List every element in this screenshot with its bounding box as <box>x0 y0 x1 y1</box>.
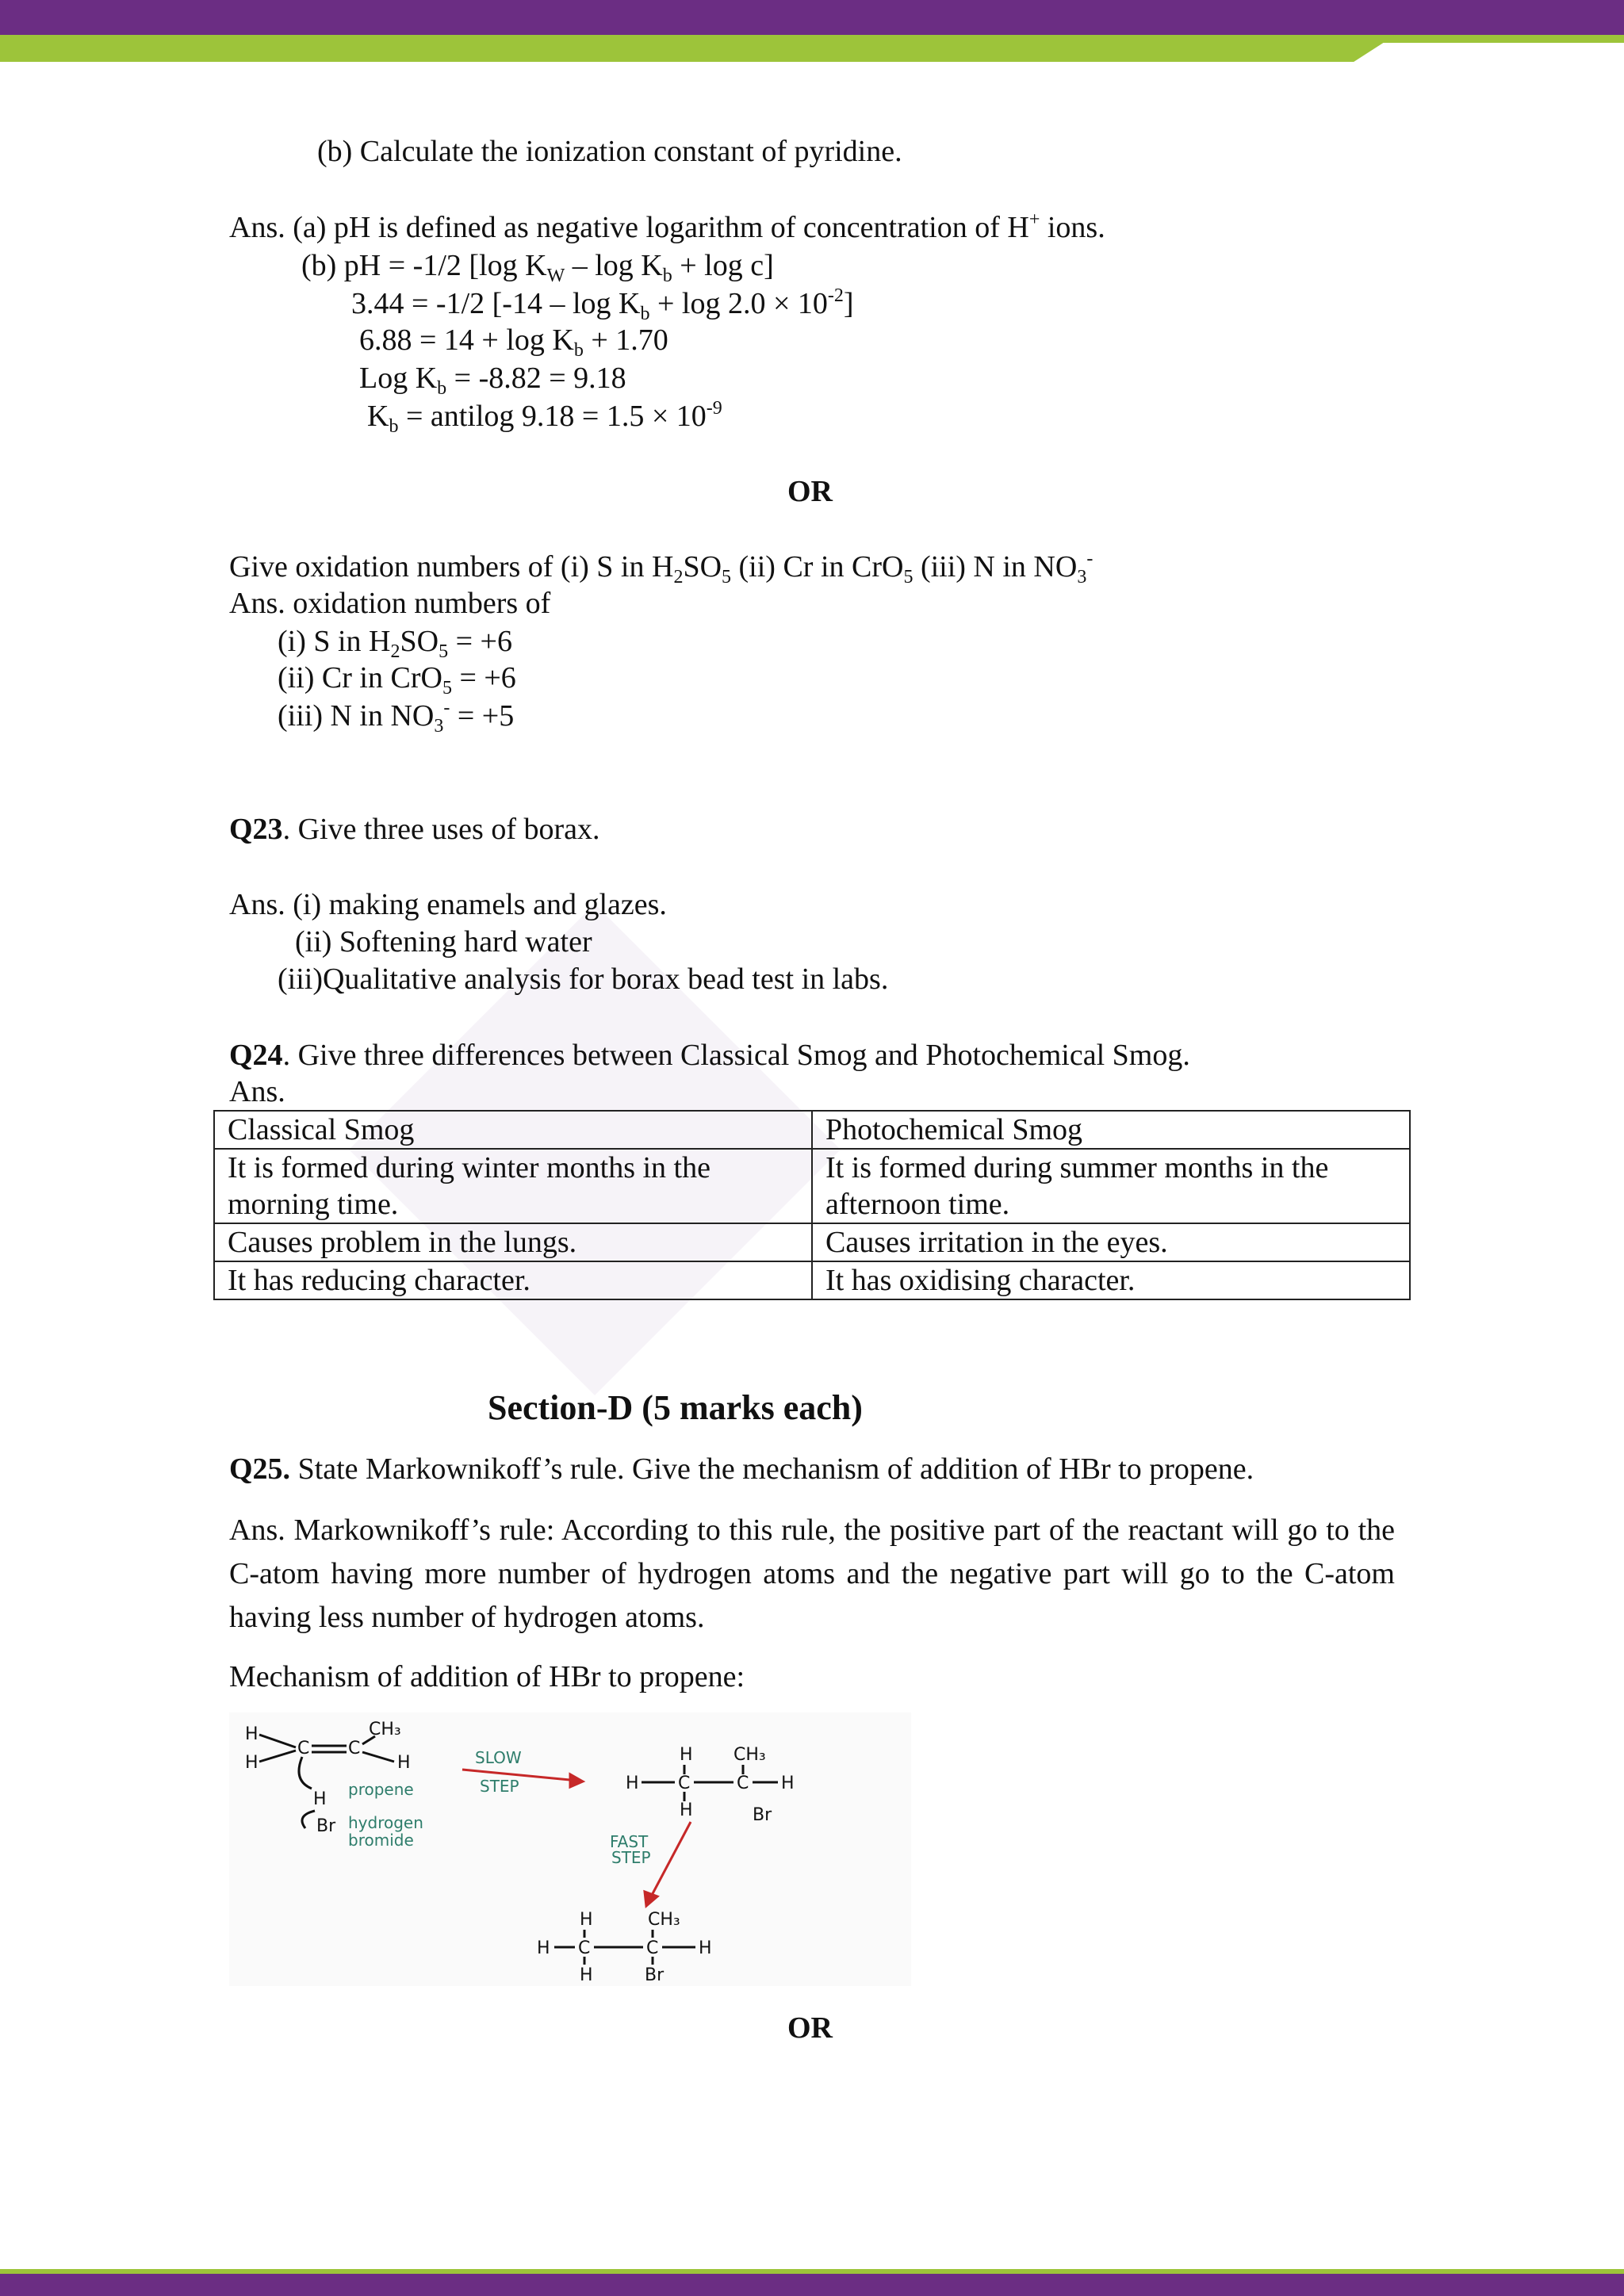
mechanism-label: Mechanism of addition of HBr to propene: <box>229 1660 745 1693</box>
diagram-label: H <box>580 1910 593 1930</box>
table-row <box>214 1261 1410 1299</box>
diagram-label: Br <box>645 1965 665 1985</box>
smog-comparison-table <box>213 1110 1411 1300</box>
diagram-label: H <box>781 1774 795 1793</box>
header-purple-band <box>0 0 1624 35</box>
q25-answer-paragraph: Ans. Markownikoff’s rule: According to this rule, the positive part of the reactant will go to the C-atom having more number of hydrogen atoms and the negative part will go to the C-atom having less number of hydrogen atoms. <box>229 1513 1395 1634</box>
q24-question: Q24. Give three differences between Classical Smog and Photochemical Smog. <box>229 1039 1190 1072</box>
table-header-row <box>214 1111 1410 1149</box>
q23-answer-1: Ans. (i) making enamels and glazes. <box>229 888 667 921</box>
diagram-label: H <box>580 1965 593 1985</box>
diagram-label: CH₃ <box>648 1910 680 1930</box>
slow-step-label-1: SLOW <box>475 1748 522 1767</box>
oxidation-answer-head: Ans. oxidation numbers of <box>229 587 551 620</box>
diagram-label: H <box>537 1938 550 1958</box>
table-cell: It has oxidising character. <box>812 1261 1410 1299</box>
diagram-label: Br <box>753 1805 772 1825</box>
q25-question: Q25. State Markownikoff’s rule. Give the mechanism of addition of HBr to propene. <box>229 1452 1254 1486</box>
q24-ans-label: Ans. <box>229 1075 285 1108</box>
equation-5: $K_b$ = antilog $9.18 = 1.5 \times 10^{-9}$ <box>367 398 722 437</box>
fast-step-label-2: STEP <box>611 1848 651 1867</box>
q23-question: Q23. Give three uses of borax. <box>229 813 600 846</box>
diagram-label: C <box>737 1774 749 1793</box>
diagram-label: H <box>699 1938 712 1958</box>
table-cell: It has reducing character. <box>214 1261 812 1299</box>
table-cell: It is formed during winter months in the morning time. <box>214 1149 812 1223</box>
q22b-text: (b) Calculate the ionization constant of pyridine. <box>317 135 902 168</box>
table-header-cell: Classical Smog <box>214 1111 812 1149</box>
diagram-label: Br <box>316 1816 336 1836</box>
diagram-label: H <box>397 1753 411 1773</box>
diagram-label: H <box>245 1724 259 1744</box>
diagram-label: H <box>313 1789 327 1809</box>
q23-answer-2: (ii) Softening hard water <box>295 925 592 959</box>
oxidation-answer-1: (i) S in $H_2SO_5 = +6$ <box>278 625 512 662</box>
fast-step-label-1: FAST <box>610 1832 649 1851</box>
table-row <box>214 1223 1410 1261</box>
equation-2: 3.44 = -1/2 $[-14 - \log K_b + \log 2.0 \times 10^{-2}]$ <box>351 285 854 324</box>
diagram-label: C <box>678 1774 691 1793</box>
diagram-label: H <box>626 1774 639 1793</box>
equation-1: (b) pH = -1/2 [log $K_W - \log K_b + \log c$] <box>301 249 774 286</box>
diagram-label: C <box>348 1739 361 1758</box>
hbr-label-1: hydrogen <box>348 1813 423 1832</box>
diagram-label: H <box>245 1753 259 1773</box>
section-heading: Section-D (5 marks each) <box>488 1388 863 1427</box>
or-separator-2: OR <box>787 2011 833 2045</box>
oxidation-question: Give oxidation numbers of (i) S in $H_2SO_5$ (ii) Cr in CrO$_5$ (iii) N in $NO_3^-$ <box>229 549 1094 587</box>
footer-purple-band <box>0 2274 1624 2296</box>
diagram-label: C <box>646 1938 659 1958</box>
table-row <box>214 1149 1410 1223</box>
diagram-label: CH₃ <box>733 1745 766 1765</box>
table-header-cell: Photochemical Smog <box>812 1111 1410 1149</box>
q23-answer-3: (iii)Qualitative analysis for borax bead test in labs. <box>278 962 889 996</box>
diagram-label: C <box>578 1938 591 1958</box>
table-cell: It is formed during summer months in the afternoon time. <box>812 1149 1410 1223</box>
propene-label: propene <box>348 1780 414 1799</box>
diagram-label: CH₃ <box>369 1720 401 1739</box>
diagram-label: H <box>680 1800 693 1820</box>
oxidation-answer-2: (ii) Cr in CrO$_5$ = +6 <box>278 661 516 698</box>
hbr-label-2: bromide <box>348 1831 414 1850</box>
oxidation-answer-3: (iii) N in $NO_3^- = +5$ <box>278 698 515 737</box>
ans-a-line: Ans. (a) pH is defined as negative logarithm of concentration of H+ ions. <box>229 209 1105 244</box>
table-cell: Causes problem in the lungs. <box>214 1223 812 1261</box>
slow-step-label-2: STEP <box>480 1777 519 1796</box>
diagram-label: C <box>297 1739 310 1758</box>
table-cell: Causes irritation in the eyes. <box>812 1223 1410 1261</box>
equation-4: Log $K_b = -8.82 = 9.18$ <box>359 362 626 399</box>
mechanism-diagram <box>229 1712 911 1986</box>
diagram-label: H <box>680 1745 693 1765</box>
or-separator-1: OR <box>787 475 833 508</box>
header-green-stripe <box>0 35 1396 62</box>
equation-3: $6.88 = 14 + \log K_b + 1.70$ <box>359 323 668 361</box>
